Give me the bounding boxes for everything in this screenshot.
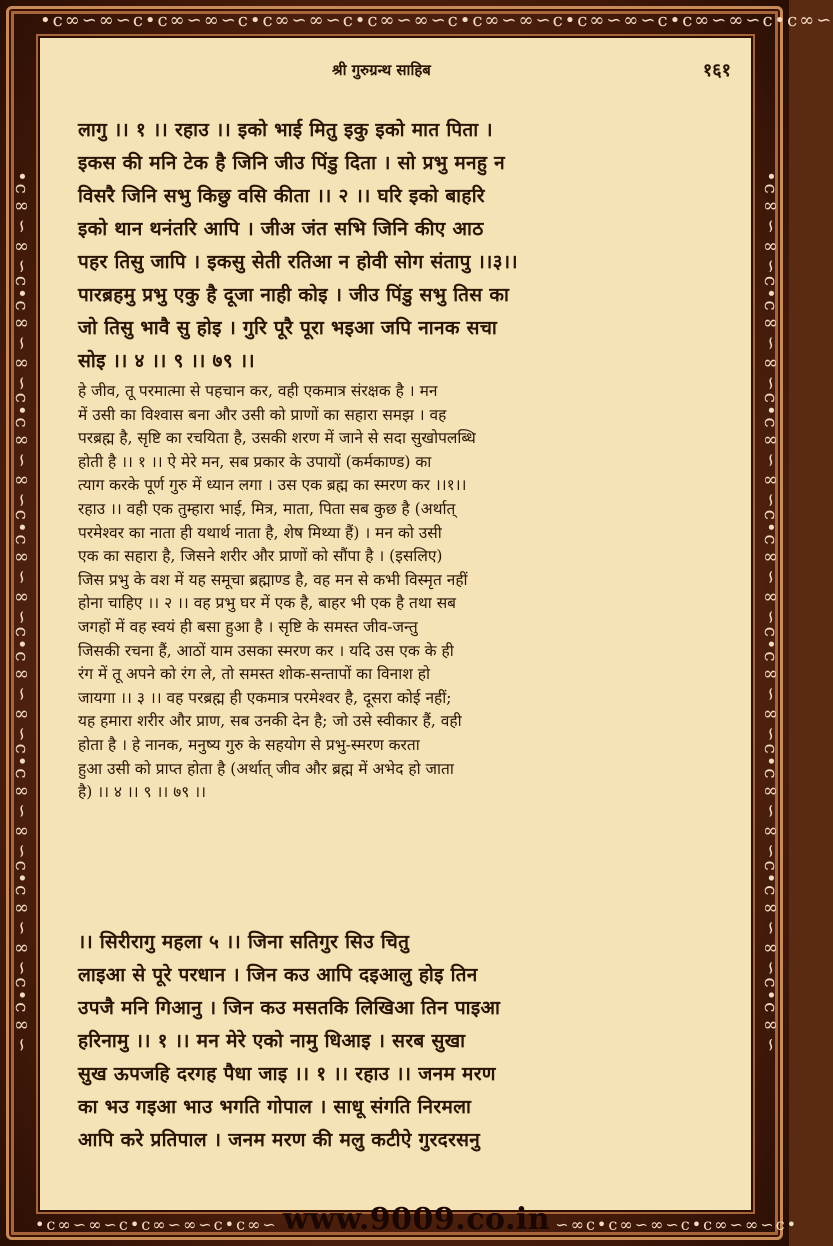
commentary-line: में उसी का विश्वास बना और उसी को प्राणों का सहारा समझ । वह [78,405,447,424]
commentary-line: जायगा ।। ३ ।। वह परब्रह्म ही एकमात्र परमेश्वर है, दूसरा कोई नहीं; [78,688,452,707]
verse-line: लागु ।। १ ।। रहाउ ।। इको भाई मितु इकु इको मात पिता । [78,119,493,141]
commentary-line: है) ।। ४ ।। ९ ।। ७९ ।। [78,783,207,802]
verse-line: जो तिसु भावै सु होइ । गुरि पूरै पूरा भइआ जपि नानक सचा [78,317,498,339]
footer-ornament-right: ∽∞c•c∞∽∞∽c•c∞∽∞∽c• [555,1215,799,1234]
verse-line: इकस की मनि टेक है जिनि जीउ पिंडु दिता । सो प्रभु मनहु न [78,152,505,174]
left-ornament-column: •c∞∽∞∽c•c∞∽∞∽c•c∞∽∞∽c•c∞∽∞∽c•c∞∽∞∽c•c∞∽∞∽c•c∞∽∞∽c•c∞∽ [11,171,32,1055]
top-ornament-row: •c∞∽∞∽c•c∞∽∞∽c•c∞∽∞∽c•c∞∽∞∽c•c∞∽∞∽c•c∞∽∞∽c•c∞∽∞∽c•c∞∽ [40,10,833,31]
verse-block-2 [78,926,726,1157]
verse-line: विसरै जिनि सभु किछु वसि कीता ।। २ ।। घरि इको बाहरि [78,185,485,207]
verse-line: सोइ ।। ४ ।। ९ ।। ७९ ।। [78,350,255,372]
commentary-line: जिसकी रचना हैं, आठों याम उसका स्मरण कर । यदि उस एक के ही [78,641,454,660]
page-header [40,60,751,84]
verse-line: इको थान थनंतरि आपि । जीअ जंत सभि जिनि कीए आठ [78,218,484,240]
hindi-commentary [78,380,726,805]
verse-line: लाइआ से पूरे परधान । जिन कउ आपि दइआलु होइ तिन [78,964,478,986]
verse-line: सुख ऊपजहि दरगह पैधा जाइ ।। १ ।। रहाउ ।। जनम मरण [78,1063,496,1085]
verse-line: आपि करे प्रतिपाल । जनम मरण की मलु कटीऐ गुरदरसनु [78,1129,481,1151]
verse-line: हरिनामु ।। १ ।। मन मेरे एको नामु धिआइ । सरब सुखा [78,1030,466,1052]
commentary-line: होती है ।। १ ।। ऐ मेरे मन, सब प्रकार के उपायों (कर्मकाण्ड) का [78,452,432,471]
commentary-line: परब्रह्म है, सृष्टि का रचयिता है, उसकी शरण में जाने से सदा सुखोपलब्धि [78,429,476,448]
commentary-line: हुआ उसी को प्राप्त होता है (अर्थात् जीव और ब्रह्म में अभेद हो जाता [78,759,454,778]
footer-ornament-left: •c∞∽∞∽c•c∞∽∞∽c•c∞∽ [34,1215,278,1234]
verse-line: पारब्रहमु प्रभु एकु है दूजा नाही कोइ । जीउ पिंडु सभु तिस का [78,284,510,306]
commentary-line: हे जीव, तू परमात्मा से पहचान कर, वही एकमात्र संरक्षक है । मन [78,382,438,400]
commentary-line: परमेश्वर का नाता ही यथार्थ नाता है, शेष मिथ्या हैं) । मन को उसी [78,523,442,542]
page-footer [0,1202,833,1242]
verse-line: ।। सिरीरागु महला ५ ।। जिना सतिगुर सिउ चितु [78,931,410,953]
commentary-line: जगहों में वह स्वयं ही बसा हुआ है । सृष्टि के समस्त जीव-जन्तु [78,617,418,636]
verse-line: का भउ गइआ भाउ भगति गोपाल । साधू संगति निरमला [78,1096,472,1118]
commentary-line: एक का सहारा है, जिसने शरीर और प्राणों को सौंपा है । (इसलिए) [78,547,443,566]
scripture-page [38,36,753,1212]
verse-block-1 [78,114,726,378]
page-title: श्री गुरुग्रन्थ साहिब [332,61,431,79]
page-number: १६१ [702,60,731,81]
right-ornament-column: •c∞∽∞∽c•c∞∽∞∽c•c∞∽∞∽c•c∞∽∞∽c•c∞∽∞∽c•c∞∽∞∽c•c∞∽∞∽c•c∞∽ [760,171,781,1055]
commentary-line: रंग में तू अपने को रंग ले, तो समस्त शोक-सन्तापों का विनाश हो [78,665,430,684]
commentary-line: होना चाहिए ।। २ ।। वह प्रभु घर में एक है, बाहर भी एक है तथा सब [78,594,457,613]
verse-line: पहर तिसु जापि । इकसु सेती रतिआ न होवी सोग संतापु ।।३।। [78,251,518,273]
verse-line: उपजै मनि गिआनु । जिन कउ मसतकि लिखिआ तिन पाइआ [78,997,501,1019]
commentary-line: यह हमारा शरीर और प्राण, सब उनकी देन है; जो उसे स्वीकार हैं, वही [78,712,462,731]
website-link[interactable]: www.9009.co.in [282,1202,551,1237]
commentary-line: त्याग करके पूर्ण गुरु में ध्यान लगा । उस एक ब्रह्म का स्मरण कर ।।१।। [78,476,467,495]
commentary-line: होता है । हे नानक, मनुष्य गुरु के सहयोग से प्रभु-स्मरण करता [78,735,420,754]
commentary-line: जिस प्रभु के वश में यह समूचा ब्रह्माण्ड है, वह मन से कभी विस्मृत नहीं [78,570,468,589]
commentary-line: रहाउ ।। वही एक तुम्हारा भाई, मित्र, माता, पिता सब कुछ है (अर्थात् [78,499,456,518]
